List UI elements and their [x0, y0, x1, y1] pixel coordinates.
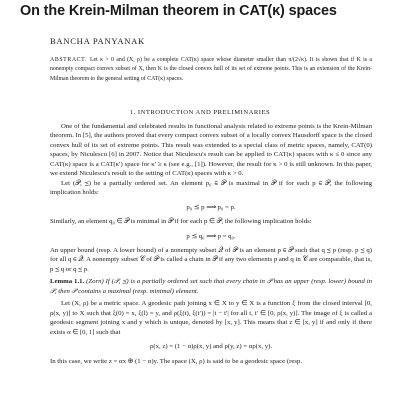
intro-paragraph: One of the fundamental and celebrated results in functional analysis related to extreme points is the Krein-Milman theorem. In [5], the authors proved that every compact convex subset of a locally convex Hausdorff space is the closed convex hull of its set of extreme points. This result was extended to a special class of metric spaces, namely, CAT(0) spaces, by Niculescu [6] in 2007. Notice that Niculescu's result can be applied to CAT(κ) spaces with κ ≤ 0 since any CAT(κ) space is a CAT(κ′) space for κ′ ≥ κ (see e.g., [1]). However, the result for κ > 0 is still unknown. In this paper, we extend Niculescu's result to the setting of CAT(κ) spaces with κ > 0. [50, 123, 372, 178]
equation-geodesic: ρ(x, z) = (1 − α)ρ(x, y) and ρ(y, z) = αρ(x, y). [149, 343, 273, 351]
geodesic-paragraph: Let (X, ρ) be a metric space. A geodesic path joining x ∈ X to y ∈ X is a function ξ from the closed interval [0, ρ(x, y)] to X such that ξ(0) = x, ξ(l) = y, and ρ(ξ(t), ξ(t′)) = |t − t′| for all t, t′ ∈ [0, ρ(x, y)]. The image of ξ is called a geodesic segment joining x and y which is unique, denoted by [x, y]. This means that z ∈ [x, y] if and only if there exists α ∈ [0, 1] such that [50, 300, 372, 336]
last-line: In this case, we write z = αx ⊕ (1 − α)y. The space (X, ρ) is said to be a geodesic space (resp. [50, 357, 303, 365]
paper-title: On the Krein-Milman theorem in CAT(κ) spaces [20, 3, 337, 19]
minimal-paragraph: Similarly, an element q₀ ∈ 𝒫 is minimal in 𝒫 if for each p ∈ 𝒫, the following implication holds: [50, 218, 312, 226]
body-text [50, 122, 372, 366]
equation-maximal: p₀ ⪯ p ⟹ p₀ = p. [186, 203, 236, 211]
section-heading: 1. INTRODUCTION AND PRELIMINARIES [129, 109, 271, 116]
lemma-heading: Lemma 1.1. [50, 278, 85, 286]
equation-minimal: p ⪯ q₀ ⟹ p = q₀. [186, 232, 236, 240]
abstract [50, 56, 372, 84]
lemma-text: (Zorn) If (𝒫, ⪯) is a partially ordered set such that every chain in 𝒫 has an upper (resp. lower) bound in 𝒫, then 𝒫 contains a maximal (resp. minimal) element. [50, 278, 373, 295]
poset-paragraph: Let (𝒫, ⪯) be a partially ordered set. An element p₀ ∈ 𝒫 is maximal in 𝒫 if for each p ∈ 𝒫, the following implication holds: [50, 179, 372, 197]
author-name: BANCHA PANYANAK [50, 36, 145, 46]
abstract-text: Let κ > 0 and (X, ρ) be a complete CAT(κ) space whose diameter smaller than π/(2√κ). It is shown that if K is a nonempty compact convex subset of X, then K is the closed convex hull of its set of extreme points. This is an extension of the Krein-Milman theorem to the general setting of CAT(κ) spaces. [50, 57, 372, 82]
upper-bound-paragraph: An upper bound (resp. A lower bound) of a nonempty subset 𝒬 of 𝒫 is an element p ∈ 𝒫 such that q ⪯ p (resp. p ⪯ q) for all q ∈ 𝒬. A nonempty subset 𝒞 of 𝒫 is called a chain in 𝒫 if any two elements p and q in 𝒞 are comparable, that is, p ⪯ q or q ⪯ p. [50, 246, 372, 273]
abstract-heading: ABSTRACT. [50, 57, 87, 63]
lemma-1-1 [50, 277, 372, 296]
